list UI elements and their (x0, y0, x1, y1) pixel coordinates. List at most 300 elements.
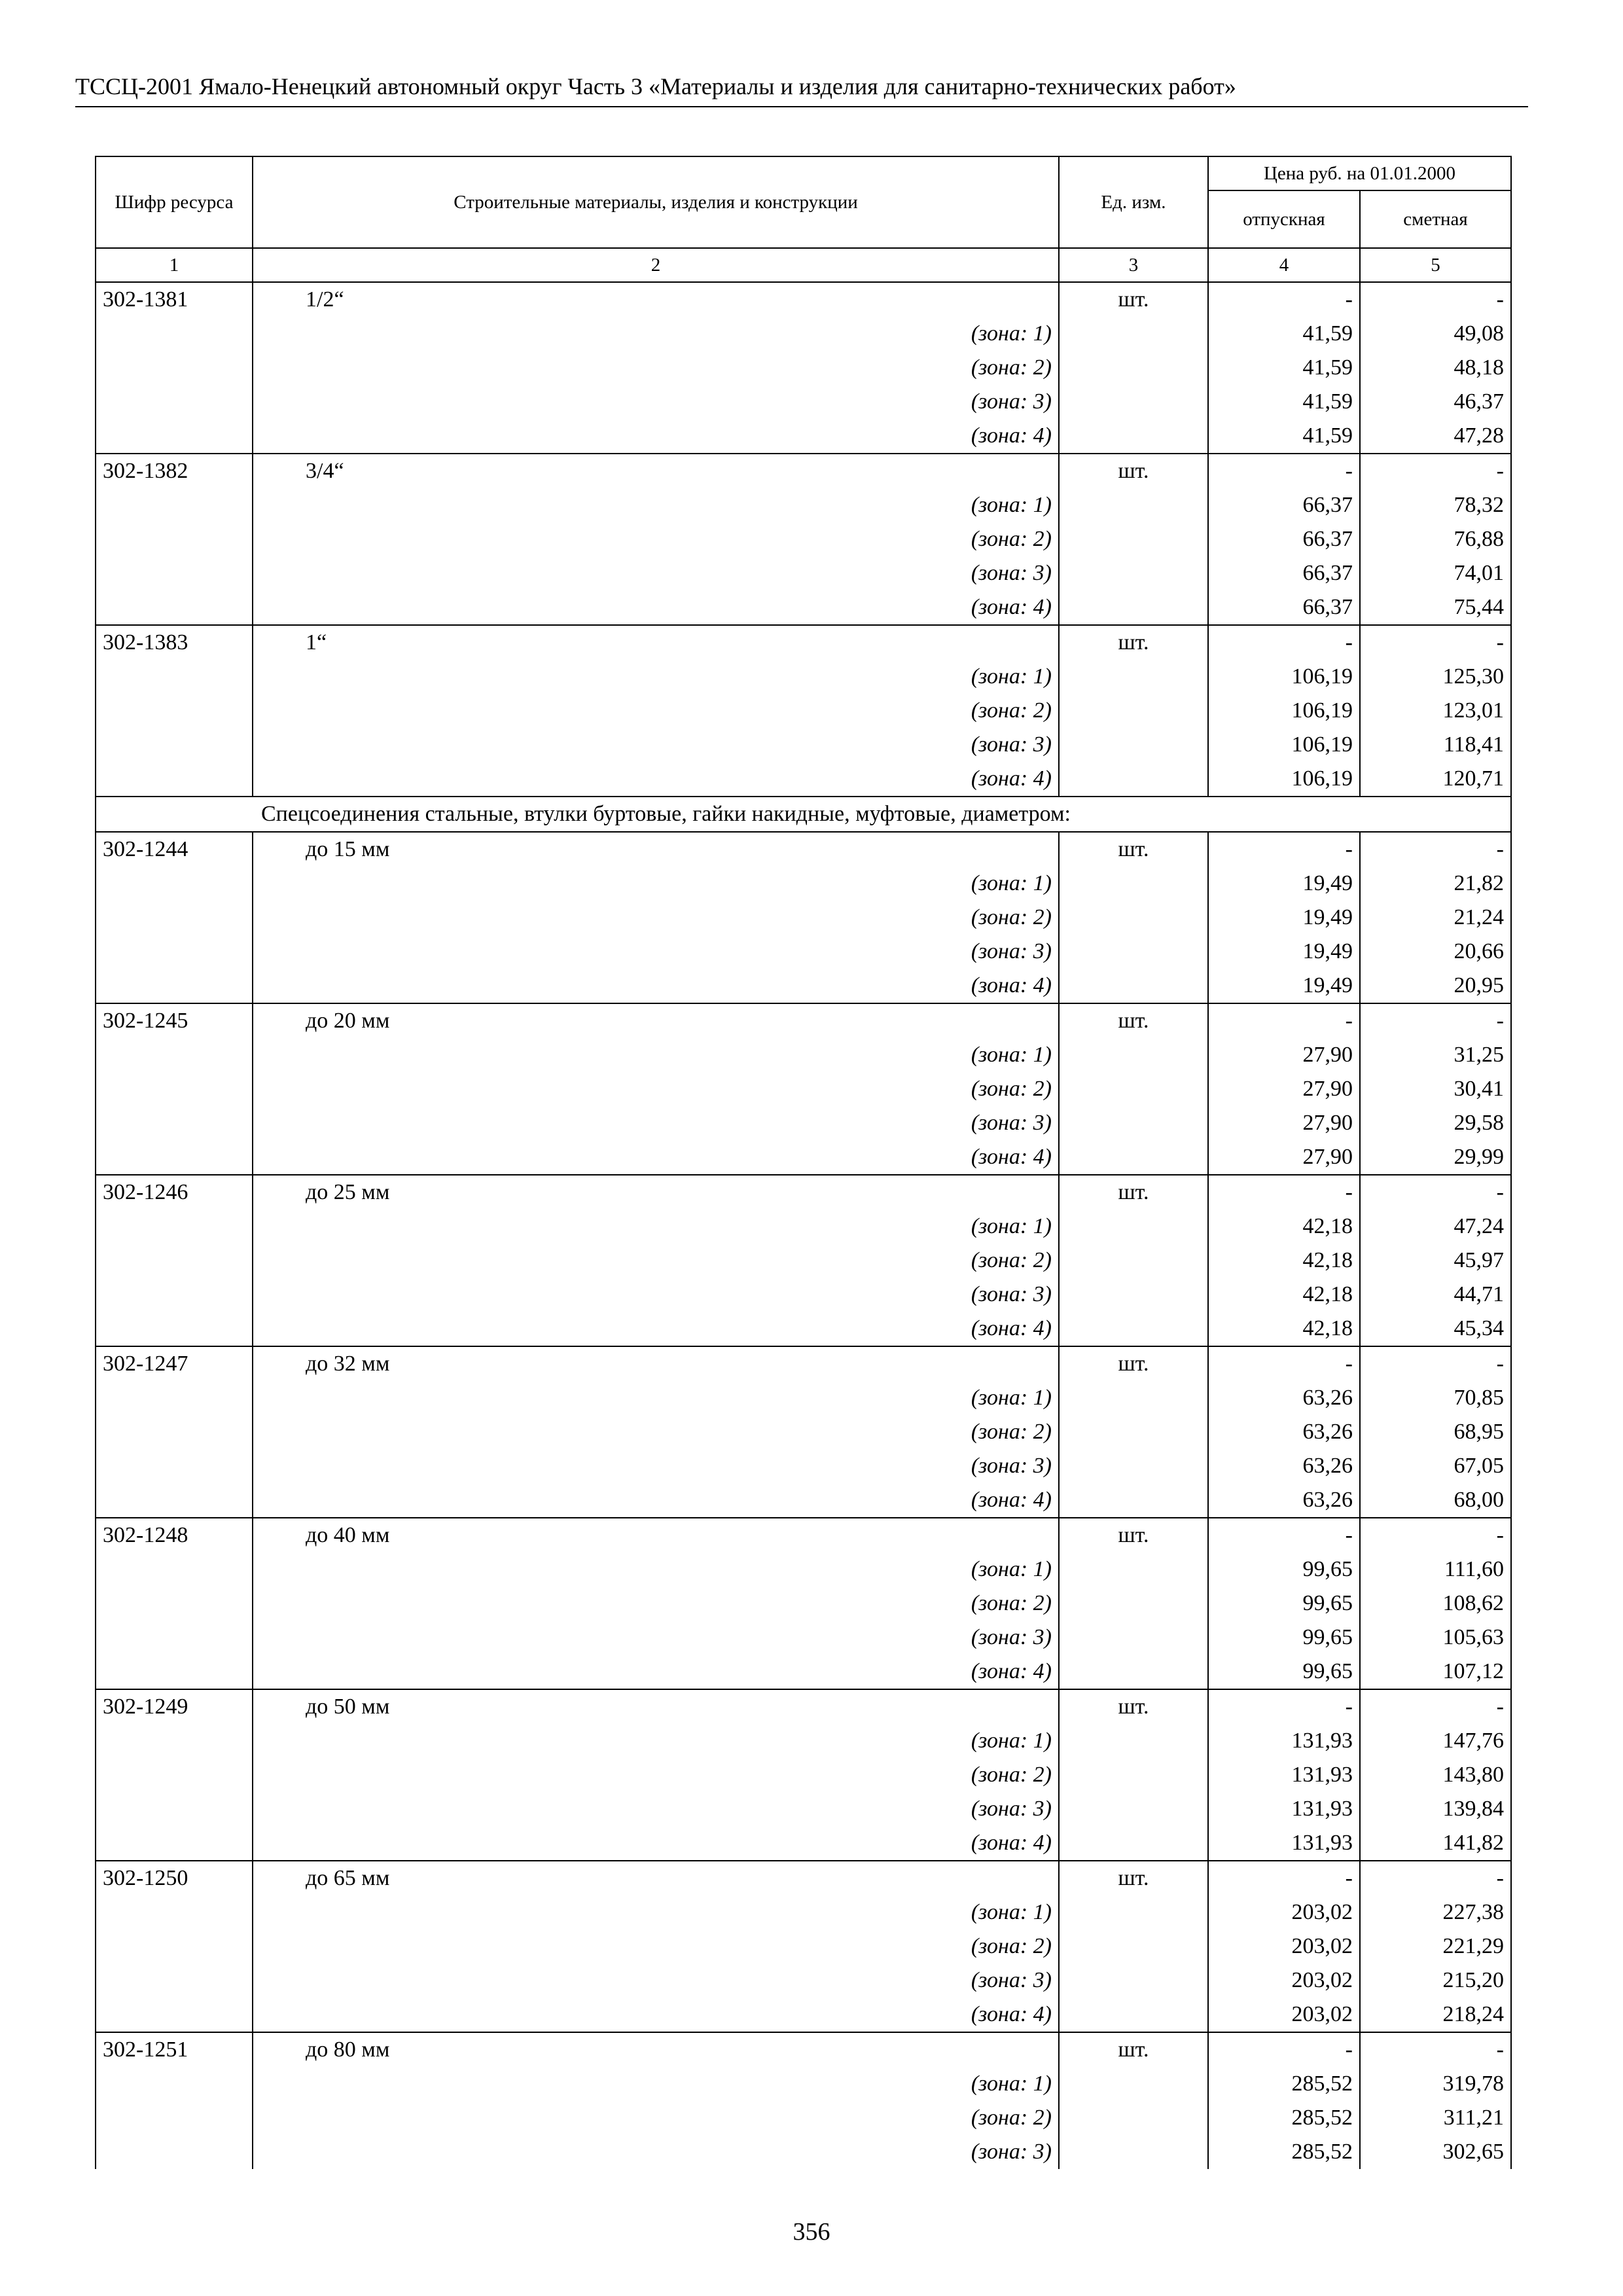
zone-row (96, 1655, 1511, 1689)
zone-label: (зона: 3) (253, 728, 1059, 762)
estimate-price: 74,01 (1360, 556, 1511, 590)
unit-cell: шт. (1059, 2032, 1208, 2067)
estimate-price: 215,20 (1360, 1964, 1511, 1998)
item-name: до 32 мм (253, 1346, 1059, 1381)
empty-cell (96, 1210, 253, 1244)
page-number: 356 (793, 2218, 830, 2246)
release-price: 66,37 (1208, 522, 1360, 556)
release-price: 203,02 (1208, 1895, 1360, 1929)
estimate-price: 70,85 (1360, 1381, 1511, 1415)
release-price: 99,65 (1208, 1655, 1360, 1689)
item-name: 1/2“ (253, 282, 1059, 317)
estimate-price: 118,41 (1360, 728, 1511, 762)
estimate-price: 302,65 (1360, 2135, 1511, 2169)
item-name: 3/4“ (253, 454, 1059, 488)
release-price: - (1208, 832, 1360, 867)
zone-label: (зона: 2) (253, 1929, 1059, 1964)
resource-code: 302-1383 (96, 625, 253, 660)
empty-cell (96, 867, 253, 901)
estimate-price: 143,80 (1360, 1758, 1511, 1792)
release-price: - (1208, 1518, 1360, 1552)
empty-cell (1059, 694, 1208, 728)
column-number: 4 (1208, 248, 1360, 282)
resource-code: 302-1381 (96, 282, 253, 317)
estimate-price: 68,00 (1360, 1483, 1511, 1518)
empty-cell (96, 1724, 253, 1758)
section-row (96, 797, 1511, 832)
empty-cell (96, 1449, 253, 1483)
release-price: 19,49 (1208, 901, 1360, 935)
empty-cell (96, 1072, 253, 1106)
estimate-price: - (1360, 1175, 1511, 1210)
column-number: 3 (1059, 248, 1208, 282)
zone-label: (зона: 1) (253, 1038, 1059, 1072)
zone-row (96, 556, 1511, 590)
empty-cell (1059, 1998, 1208, 2032)
estimate-price: 68,95 (1360, 1415, 1511, 1449)
estimate-price: - (1360, 1689, 1511, 1724)
estimate-price: 44,71 (1360, 1278, 1511, 1312)
empty-cell (1059, 1964, 1208, 1998)
zone-label: (зона: 2) (253, 1072, 1059, 1106)
zone-label: (зона: 1) (253, 1381, 1059, 1415)
release-price: 106,19 (1208, 660, 1360, 694)
zone-label: (зона: 1) (253, 1552, 1059, 1587)
release-price: 131,93 (1208, 1758, 1360, 1792)
unit-cell: шт. (1059, 1346, 1208, 1381)
release-price: - (1208, 1003, 1360, 1038)
release-price: - (1208, 1689, 1360, 1724)
empty-cell (96, 1140, 253, 1175)
empty-cell (1059, 728, 1208, 762)
item-name: 1“ (253, 625, 1059, 660)
estimate-price: 319,78 (1360, 2067, 1511, 2101)
empty-cell (96, 728, 253, 762)
zone-row (96, 1244, 1511, 1278)
empty-cell (1059, 867, 1208, 901)
zone-row (96, 660, 1511, 694)
empty-cell (96, 556, 253, 590)
resource-code: 302-1248 (96, 1518, 253, 1552)
estimate-price: 45,34 (1360, 1312, 1511, 1346)
zone-label: (зона: 4) (253, 762, 1059, 797)
unit-cell: шт. (1059, 1518, 1208, 1552)
item-name: до 80 мм (253, 2032, 1059, 2067)
zone-label: (зона: 2) (253, 1244, 1059, 1278)
unit-cell: шт. (1059, 1861, 1208, 1895)
zone-row (96, 351, 1511, 385)
empty-cell (1059, 1895, 1208, 1929)
release-price: 42,18 (1208, 1244, 1360, 1278)
zone-label: (зона: 2) (253, 901, 1059, 935)
release-price: 66,37 (1208, 488, 1360, 522)
column-header-name: Строительные материалы, изделия и конструкции (253, 156, 1059, 248)
empty-cell (1059, 385, 1208, 419)
resource-code: 302-1245 (96, 1003, 253, 1038)
release-price: 42,18 (1208, 1312, 1360, 1346)
zone-label: (зона: 1) (253, 1210, 1059, 1244)
release-price: 106,19 (1208, 694, 1360, 728)
empty-cell (1059, 1278, 1208, 1312)
zone-row (96, 1312, 1511, 1346)
empty-cell (1059, 1552, 1208, 1587)
estimate-price: - (1360, 1861, 1511, 1895)
estimate-price: 108,62 (1360, 1587, 1511, 1621)
empty-cell (1059, 762, 1208, 797)
release-price: 285,52 (1208, 2135, 1360, 2169)
estimate-price: 49,08 (1360, 317, 1511, 351)
zone-label: (зона: 3) (253, 1278, 1059, 1312)
zone-row (96, 1210, 1511, 1244)
column-header-estimate: сметная (1360, 190, 1511, 248)
release-price: 106,19 (1208, 728, 1360, 762)
release-price: - (1208, 282, 1360, 317)
release-price: 99,65 (1208, 1552, 1360, 1587)
unit-cell: шт. (1059, 454, 1208, 488)
item-name: до 25 мм (253, 1175, 1059, 1210)
release-price: 99,65 (1208, 1587, 1360, 1621)
zone-row (96, 1072, 1511, 1106)
zone-row (96, 2135, 1511, 2169)
release-price: 41,59 (1208, 351, 1360, 385)
zone-row (96, 1826, 1511, 1861)
empty-cell (96, 1964, 253, 1998)
zone-label: (зона: 3) (253, 1449, 1059, 1483)
release-price: - (1208, 1861, 1360, 1895)
item-row (96, 1861, 1511, 1895)
resource-code: 302-1247 (96, 1346, 253, 1381)
empty-cell (1059, 1381, 1208, 1415)
empty-cell (1059, 522, 1208, 556)
resource-code: 302-1250 (96, 1861, 253, 1895)
release-price: 63,26 (1208, 1483, 1360, 1518)
zone-row (96, 1724, 1511, 1758)
empty-cell (1059, 1826, 1208, 1861)
release-price: 131,93 (1208, 1826, 1360, 1861)
table-body (96, 282, 1511, 2169)
estimate-price: 45,97 (1360, 1244, 1511, 1278)
zone-label: (зона: 3) (253, 385, 1059, 419)
empty-cell (1059, 969, 1208, 1003)
release-price: - (1208, 1175, 1360, 1210)
zone-label: (зона: 4) (253, 1483, 1059, 1518)
column-header-code: Шифр ресурса (96, 156, 253, 248)
empty-cell (96, 419, 253, 454)
zone-label: (зона: 4) (253, 1826, 1059, 1861)
empty-cell (1059, 590, 1208, 625)
release-price: 42,18 (1208, 1278, 1360, 1312)
resource-code: 302-1244 (96, 832, 253, 867)
empty-cell (1059, 1758, 1208, 1792)
column-header-unit: Ед. изм. (1059, 156, 1208, 248)
zone-row (96, 1106, 1511, 1140)
empty-cell (1059, 1210, 1208, 1244)
unit-cell: шт. (1059, 1003, 1208, 1038)
release-price: - (1208, 1346, 1360, 1381)
zone-label: (зона: 4) (253, 419, 1059, 454)
release-price: 41,59 (1208, 317, 1360, 351)
release-price: - (1208, 454, 1360, 488)
empty-cell (1059, 1140, 1208, 1175)
estimate-price: 221,29 (1360, 1929, 1511, 1964)
empty-cell (1059, 2067, 1208, 2101)
estimate-price: 78,32 (1360, 488, 1511, 522)
zone-label: (зона: 4) (253, 969, 1059, 1003)
zone-label: (зона: 3) (253, 1964, 1059, 1998)
empty-cell (1059, 935, 1208, 969)
empty-cell (1059, 1244, 1208, 1278)
section-title: Спецсоединения стальные, втулки буртовые, гайки накидные, муфтовые, диаметром: (96, 797, 1511, 832)
release-price: - (1208, 625, 1360, 660)
empty-cell (1059, 1621, 1208, 1655)
estimate-price: 111,60 (1360, 1552, 1511, 1587)
zone-row (96, 1964, 1511, 1998)
empty-cell (1059, 1312, 1208, 1346)
item-row (96, 454, 1511, 488)
empty-cell (96, 1244, 253, 1278)
release-price: 285,52 (1208, 2067, 1360, 2101)
item-name: до 65 мм (253, 1861, 1059, 1895)
empty-cell (96, 935, 253, 969)
estimate-price: 21,82 (1360, 867, 1511, 901)
release-price: 66,37 (1208, 556, 1360, 590)
zone-row (96, 1621, 1511, 1655)
zone-label: (зона: 3) (253, 1621, 1059, 1655)
estimate-price: 48,18 (1360, 351, 1511, 385)
zone-label: (зона: 4) (253, 1998, 1059, 2032)
item-row (96, 625, 1511, 660)
zone-row (96, 1758, 1511, 1792)
empty-cell (1059, 1655, 1208, 1689)
empty-cell (96, 694, 253, 728)
zone-label: (зона: 1) (253, 488, 1059, 522)
release-price: 285,52 (1208, 2101, 1360, 2135)
estimate-price: 107,12 (1360, 1655, 1511, 1689)
estimate-price: - (1360, 832, 1511, 867)
empty-cell (96, 1895, 253, 1929)
unit-cell: шт. (1059, 1175, 1208, 1210)
column-number: 5 (1360, 248, 1511, 282)
release-price: 27,90 (1208, 1106, 1360, 1140)
estimate-price: 31,25 (1360, 1038, 1511, 1072)
estimate-price: 139,84 (1360, 1792, 1511, 1826)
zone-row (96, 2101, 1511, 2135)
empty-cell (1059, 1724, 1208, 1758)
zone-row (96, 1381, 1511, 1415)
zone-row (96, 728, 1511, 762)
zone-label: (зона: 2) (253, 351, 1059, 385)
zone-row (96, 1792, 1511, 1826)
estimate-price: 20,66 (1360, 935, 1511, 969)
zone-row (96, 1587, 1511, 1621)
estimate-price: 46,37 (1360, 385, 1511, 419)
zone-label: (зона: 4) (253, 1655, 1059, 1689)
item-row (96, 2032, 1511, 2067)
zone-label: (зона: 3) (253, 1792, 1059, 1826)
column-header-release: отпускная (1208, 190, 1360, 248)
empty-cell (96, 1278, 253, 1312)
zone-row (96, 1552, 1511, 1587)
empty-cell (96, 901, 253, 935)
zone-label: (зона: 1) (253, 1895, 1059, 1929)
zone-label: (зона: 1) (253, 867, 1059, 901)
resource-code: 302-1249 (96, 1689, 253, 1724)
release-price: 27,90 (1208, 1140, 1360, 1175)
item-row (96, 1175, 1511, 1210)
release-price: 203,02 (1208, 1929, 1360, 1964)
item-name: до 40 мм (253, 1518, 1059, 1552)
zone-row (96, 901, 1511, 935)
estimate-price: 75,44 (1360, 590, 1511, 625)
empty-cell (1059, 901, 1208, 935)
empty-cell (96, 351, 253, 385)
zone-row (96, 1278, 1511, 1312)
estimate-price: 47,28 (1360, 419, 1511, 454)
empty-cell (1059, 1792, 1208, 1826)
column-number: 2 (253, 248, 1059, 282)
zone-row (96, 1038, 1511, 1072)
item-name: до 20 мм (253, 1003, 1059, 1038)
empty-cell (96, 385, 253, 419)
release-price: 131,93 (1208, 1724, 1360, 1758)
zone-label: (зона: 2) (253, 522, 1059, 556)
empty-cell (96, 522, 253, 556)
header-rule (75, 106, 1528, 107)
release-price: 66,37 (1208, 590, 1360, 625)
estimate-price: 29,58 (1360, 1106, 1511, 1140)
estimate-price: - (1360, 454, 1511, 488)
release-price: 63,26 (1208, 1381, 1360, 1415)
estimate-price: 21,24 (1360, 901, 1511, 935)
empty-cell (96, 1826, 253, 1861)
zone-label: (зона: 3) (253, 2135, 1059, 2169)
empty-cell (96, 1106, 253, 1140)
empty-cell (96, 1415, 253, 1449)
empty-cell (96, 969, 253, 1003)
empty-cell (1059, 660, 1208, 694)
release-price: 41,59 (1208, 419, 1360, 454)
zone-label: (зона: 2) (253, 1587, 1059, 1621)
empty-cell (96, 1792, 253, 1826)
release-price: 203,02 (1208, 1998, 1360, 2032)
empty-cell (96, 2135, 253, 2169)
empty-cell (96, 1621, 253, 1655)
estimate-price: 120,71 (1360, 762, 1511, 797)
item-name: до 50 мм (253, 1689, 1059, 1724)
estimate-price: 125,30 (1360, 660, 1511, 694)
estimate-price: 311,21 (1360, 2101, 1511, 2135)
empty-cell (1059, 1415, 1208, 1449)
release-price: 63,26 (1208, 1415, 1360, 1449)
empty-cell (96, 1038, 253, 1072)
zone-label: (зона: 1) (253, 660, 1059, 694)
empty-cell (1059, 2101, 1208, 2135)
estimate-price: 76,88 (1360, 522, 1511, 556)
empty-cell (1059, 1038, 1208, 1072)
zone-row (96, 419, 1511, 454)
empty-cell (96, 762, 253, 797)
release-price: 42,18 (1208, 1210, 1360, 1244)
zone-row (96, 969, 1511, 1003)
empty-cell (96, 1483, 253, 1518)
release-price: 27,90 (1208, 1072, 1360, 1106)
empty-cell (1059, 317, 1208, 351)
empty-cell (96, 2067, 253, 2101)
estimate-price: 20,95 (1360, 969, 1511, 1003)
zone-row (96, 694, 1511, 728)
zone-row (96, 1140, 1511, 1175)
estimate-price: 141,82 (1360, 1826, 1511, 1861)
empty-cell (1059, 1483, 1208, 1518)
empty-cell (1059, 488, 1208, 522)
release-price: 19,49 (1208, 969, 1360, 1003)
zone-row (96, 867, 1511, 901)
item-row (96, 1346, 1511, 1381)
empty-cell (96, 1587, 253, 1621)
empty-cell (96, 2101, 253, 2135)
empty-cell (1059, 351, 1208, 385)
empty-cell (1059, 1106, 1208, 1140)
estimate-price: 218,24 (1360, 1998, 1511, 2032)
release-price: 63,26 (1208, 1449, 1360, 1483)
empty-cell (96, 1655, 253, 1689)
zone-row (96, 590, 1511, 625)
zone-row (96, 317, 1511, 351)
empty-cell (96, 590, 253, 625)
estimate-price: - (1360, 625, 1511, 660)
zone-row (96, 522, 1511, 556)
zone-row (96, 1415, 1511, 1449)
empty-cell (1059, 1449, 1208, 1483)
zone-row (96, 1895, 1511, 1929)
release-price: 41,59 (1208, 385, 1360, 419)
release-price: 19,49 (1208, 935, 1360, 969)
estimate-price: - (1360, 2032, 1511, 2067)
estimate-price: 227,38 (1360, 1895, 1511, 1929)
estimate-price: - (1360, 1518, 1511, 1552)
item-row (96, 832, 1511, 867)
release-price: 99,65 (1208, 1621, 1360, 1655)
empty-cell (96, 660, 253, 694)
release-price: 131,93 (1208, 1792, 1360, 1826)
empty-cell (96, 1758, 253, 1792)
unit-cell: шт. (1059, 282, 1208, 317)
empty-cell (1059, 556, 1208, 590)
empty-cell (1059, 1929, 1208, 1964)
estimate-price: 67,05 (1360, 1449, 1511, 1483)
zone-label: (зона: 1) (253, 1724, 1059, 1758)
unit-cell: шт. (1059, 625, 1208, 660)
column-header-price: Цена руб. на 01.01.2000 (1208, 156, 1511, 190)
zone-row (96, 935, 1511, 969)
zone-row (96, 2067, 1511, 2101)
unit-cell: шт. (1059, 1689, 1208, 1724)
estimate-price: 123,01 (1360, 694, 1511, 728)
empty-cell (96, 317, 253, 351)
estimate-price: - (1360, 1346, 1511, 1381)
column-number: 1 (96, 248, 253, 282)
zone-label: (зона: 4) (253, 590, 1059, 625)
resource-code: 302-1251 (96, 2032, 253, 2067)
item-row (96, 1689, 1511, 1724)
estimate-price: 47,24 (1360, 1210, 1511, 1244)
zone-label: (зона: 2) (253, 1758, 1059, 1792)
zone-row (96, 385, 1511, 419)
zone-label: (зона: 4) (253, 1140, 1059, 1175)
zone-row (96, 1449, 1511, 1483)
empty-cell (96, 1312, 253, 1346)
zone-row (96, 488, 1511, 522)
